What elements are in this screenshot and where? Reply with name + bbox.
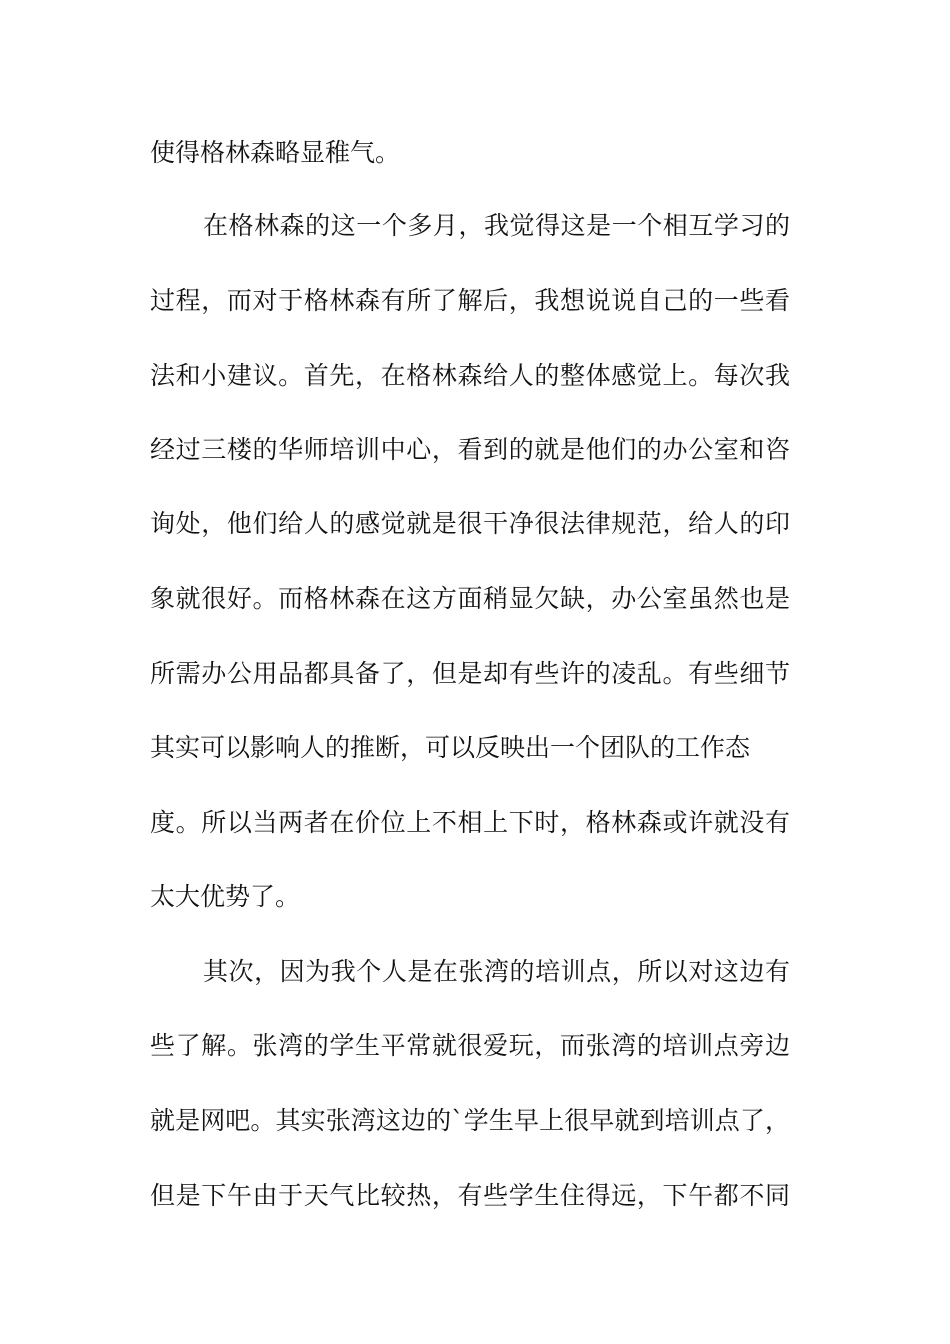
text-line: 些了解。张湾的学生平常就很爱玩，而张湾的培训点旁边 [150,1031,790,1060]
text-line: 所需办公用品都具备了，但是却有些许的凌乱。有些细节 [150,659,790,688]
paragraph-first-line: 在格林森的这一个多月，我觉得这是一个相互学习的 [203,211,790,240]
text-line: 询处，他们给人的感觉就是很干净很法律规范，给人的印 [150,509,790,538]
text-line: 法和小建议。首先，在格林森给人的整体感觉上。每次我 [150,361,790,390]
text-line: 但是下午由于天气比较热，有些学生住得远，下午都不同 [150,1181,790,1210]
text-line: 其实可以影响人的推断，可以反映出一个团队的工作态 [150,733,751,762]
text-line: 过程，而对于格林森有所了解后，我想说说自己的一些看 [150,286,790,315]
paragraph-first-line: 其次，因为我个人是在张湾的培训点，所以对这边有 [203,957,790,986]
text-line: 太大优势了。 [150,882,301,911]
text-line: 使得格林森略显稚气。 [150,138,401,167]
text-line: 度。所以当两者在价位上不相上下时，格林森或许就没有 [150,808,790,837]
text-line: 经过三楼的华师培训中心，看到的就是他们的办公室和咨 [150,435,790,464]
text-line: 象就很好。而格林森在这方面稍显欠缺，办公室虽然也是 [150,584,790,613]
text-line: 就是网吧。其实张湾这边的`学生早上很早就到培训点了， [150,1106,790,1135]
